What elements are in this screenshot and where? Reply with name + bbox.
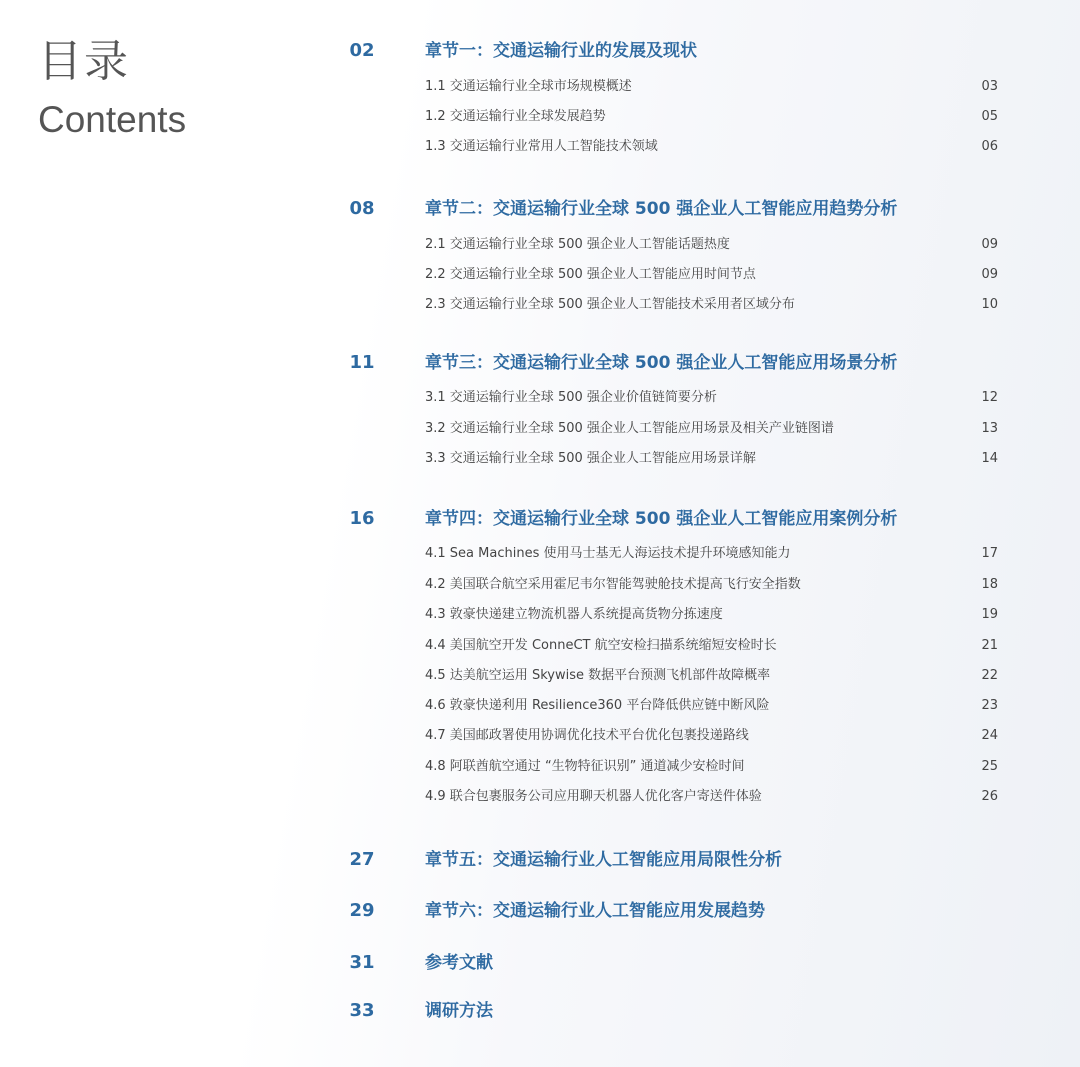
section-title: 4.1 Sea Machines 使用马士基无人海运技术提升环境感知能力 (425, 546, 791, 561)
section-page-number: 10 (981, 297, 998, 312)
section-entry-4-1[interactable] (0, 543, 1080, 567)
section-entry-4-7[interactable] (0, 725, 1080, 749)
page-title: 目录 (38, 36, 130, 87)
section-title: 1.3 交通运输行业常用人工智能技术领域 (425, 139, 658, 154)
section-page-number: 25 (981, 759, 998, 774)
section-title: 4.8 阿联酋航空通过 “生物特征识别” 通道减少安检时间 (425, 759, 745, 774)
section-title: 4.3 敦豪快递建立物流机器人系统提高货物分拣速度 (425, 607, 723, 622)
chapter-title: 章节三：交通运输行业全球 500 强企业人工智能应用场景分析 (425, 353, 898, 373)
chapter-page-number: 33 (349, 1000, 375, 1021)
section-entry-3-3[interactable] (0, 448, 1080, 472)
section-title: 2.2 交通运输行业全球 500 强企业人工智能应用时间节点 (425, 267, 756, 282)
section-page-number: 19 (981, 607, 998, 622)
chapter-entry-2[interactable] (0, 197, 1080, 221)
chapter-entry-5[interactable] (0, 848, 1080, 872)
section-entry-4-4[interactable] (0, 635, 1080, 659)
section-entry-4-9[interactable] (0, 786, 1080, 810)
chapter-entry-3[interactable] (0, 351, 1080, 375)
section-page-number: 13 (981, 421, 998, 436)
section-page-number: 21 (981, 638, 998, 653)
chapter-title: 章节四：交通运输行业全球 500 强企业人工智能应用案例分析 (425, 509, 898, 529)
section-entry-2-2[interactable] (0, 264, 1080, 288)
section-entry-3-1[interactable] (0, 387, 1080, 411)
section-title: 4.5 达美航空运用 Skywise 数据平台预测飞机部件故障概率 (425, 668, 771, 683)
section-entry-1-3[interactable] (0, 136, 1080, 160)
section-entry-4-8[interactable] (0, 756, 1080, 780)
section-page-number: 12 (981, 390, 998, 405)
section-title: 4.4 美国航空开发 ConneCT 航空安检扫描系统缩短安检时长 (425, 638, 777, 653)
chapter-entry-4[interactable] (0, 507, 1080, 531)
chapter-title: 章节一：交通运输行业的发展及现状 (425, 41, 697, 61)
section-page-number: 18 (981, 577, 998, 592)
section-page-number: 09 (981, 267, 998, 282)
section-title: 4.7 美国邮政署使用协调优化技术平台优化包裹投递路线 (425, 728, 749, 743)
chapter-title: 章节二：交通运输行业全球 500 强企业人工智能应用趋势分析 (425, 199, 898, 219)
section-page-number: 14 (981, 451, 998, 466)
chapter-page-number: 02 (349, 40, 375, 61)
section-entry-2-3[interactable] (0, 294, 1080, 318)
section-entry-1-2[interactable] (0, 106, 1080, 130)
chapter-title: 调研方法 (425, 1001, 493, 1021)
chapter-title: 章节六：交通运输行业人工智能应用发展趋势 (425, 901, 765, 921)
page-subtitle: Contents (38, 99, 187, 140)
chapter-page-number: 31 (349, 952, 375, 973)
section-entry-3-2[interactable] (0, 418, 1080, 442)
section-title: 4.9 联合包裹服务公司应用聊天机器人优化客户寄送件体验 (425, 789, 762, 804)
section-entry-4-2[interactable] (0, 574, 1080, 598)
section-title: 4.2 美国联合航空采用霍尼韦尔智能驾驶舱技术提高飞行安全指数 (425, 577, 801, 592)
section-page-number: 23 (981, 698, 998, 713)
section-title: 1.2 交通运输行业全球发展趋势 (425, 109, 606, 124)
section-title: 3.2 交通运输行业全球 500 强企业人工智能应用场景及相关产业链图谱 (425, 421, 834, 436)
section-page-number: 03 (981, 79, 998, 94)
chapter-page-number: 29 (349, 900, 375, 921)
chapter-title: 章节五：交通运输行业人工智能应用局限性分析 (425, 850, 782, 870)
chapter-page-number: 16 (349, 508, 375, 529)
section-page-number: 26 (981, 789, 998, 804)
chapter-page-number: 11 (349, 352, 375, 373)
section-title: 2.3 交通运输行业全球 500 强企业人工智能技术采用者区域分布 (425, 297, 795, 312)
section-title: 1.1 交通运输行业全球市场规模概述 (425, 79, 632, 94)
section-title: 3.1 交通运输行业全球 500 强企业价值链简要分析 (425, 390, 717, 405)
chapter-entry-methodology[interactable] (0, 999, 1080, 1023)
section-entry-4-6[interactable] (0, 695, 1080, 719)
section-entry-1-1[interactable] (0, 76, 1080, 100)
section-page-number: 09 (981, 237, 998, 252)
chapter-entry-6[interactable] (0, 899, 1080, 923)
section-title: 3.3 交通运输行业全球 500 强企业人工智能应用场景详解 (425, 451, 756, 466)
chapter-page-number: 27 (349, 849, 375, 870)
section-page-number: 22 (981, 668, 998, 683)
section-entry-4-5[interactable] (0, 665, 1080, 689)
section-page-number: 06 (981, 139, 998, 154)
section-page-number: 17 (981, 546, 998, 561)
chapter-title: 参考文献 (425, 953, 493, 973)
section-page-number: 05 (981, 109, 998, 124)
section-page-number: 24 (981, 728, 998, 743)
chapter-entry-references[interactable] (0, 951, 1080, 975)
section-entry-4-3[interactable] (0, 604, 1080, 628)
section-title: 2.1 交通运输行业全球 500 强企业人工智能话题热度 (425, 237, 730, 252)
section-entry-2-1[interactable] (0, 234, 1080, 258)
section-title: 4.6 敦豪快递利用 Resilience360 平台降低供应链中断风险 (425, 698, 770, 713)
chapter-entry-1[interactable] (0, 39, 1080, 63)
chapter-page-number: 08 (349, 198, 375, 219)
